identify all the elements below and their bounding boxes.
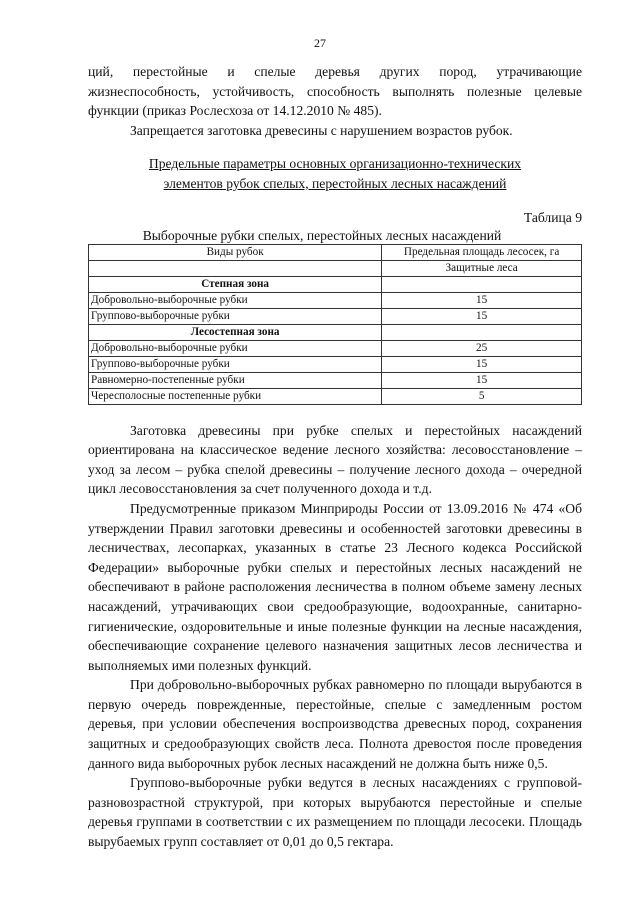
table-row xyxy=(89,356,582,372)
area-value-cell: 5 xyxy=(382,388,582,404)
table-header-row xyxy=(89,244,582,260)
area-value-cell: 15 xyxy=(382,372,582,388)
page-content xyxy=(88,62,582,852)
zone-row-forest-steppe xyxy=(89,324,582,340)
area-value-cell: 25 xyxy=(382,340,582,356)
zone-empty-cell xyxy=(382,324,582,340)
cutting-type-cell: Чересполосные постепенные рубки xyxy=(89,388,382,404)
table-caption: Выборочные рубки спелых, перестойных лесных насаждений xyxy=(142,227,502,243)
prohibition-paragraph: Запрещается заготовка древесины с нарушением возрастов рубок. xyxy=(130,122,513,138)
page-number: 27 xyxy=(314,36,326,50)
section-heading-line-1: Предельные параметры основных организационно-технических xyxy=(148,156,522,172)
body-paragraph-3: При добровольно-выборочных рубках равномерно по площади вырубаются в первую очередь поврежденные, перестойные, спелые с замедленным ростом деревья, при условии обеспечения воспроизводства древесных пород, сохранения защитных и средообразующих свойств леса. Полнота древостоя после проведения данного вида выборочных рубок лесных насаждений не должна быть ниже 0,5. xyxy=(88,677,582,771)
cutting-type-cell: Группово-выборочные рубки xyxy=(89,356,382,372)
header-max-area: Предельная площадь лесосек, га xyxy=(382,244,582,260)
cutting-type-cell: Равномерно-постепенные рубки xyxy=(89,372,382,388)
cutting-type-cell: Группово-выборочные рубки xyxy=(89,308,382,324)
area-value-cell: 15 xyxy=(382,308,582,324)
table-row xyxy=(89,388,582,404)
header-cutting-types: Виды рубок xyxy=(89,244,382,260)
section-heading xyxy=(88,154,582,193)
subheader-protective-forests: Защитные леса xyxy=(382,260,582,276)
table-row xyxy=(89,292,582,308)
cutting-parameters-table xyxy=(88,244,582,405)
section-heading-line-2: элементов рубок спелых, перестойных лесных насаждений xyxy=(163,175,507,191)
table-row xyxy=(89,308,582,324)
zone-row-steppe xyxy=(89,276,582,292)
area-value-cell: 15 xyxy=(382,292,582,308)
table-label: Таблица 9 xyxy=(523,209,582,225)
zone-name: Степная зона xyxy=(89,276,382,292)
subheader-empty-cell xyxy=(89,260,382,276)
cutting-type-cell: Добровольно-выборочные рубки xyxy=(89,340,382,356)
table-row xyxy=(89,372,582,388)
intro-paragraph: ций, перестойные и спелые деревья других пород, утрачивающие жизнеспособность, устойчивость, способность выполнять полезные целевые функции (приказ Рослесхоза от 14.12.2010 № 485). xyxy=(88,64,582,119)
body-paragraph-4: Группово-выборочные рубки ведутся в лесных насаждениях с групповой-разновозрастной структурой, при которых вырубаются перестойные и спелые деревья группами в соответствии с их размещением по площади лесосеки. Площадь вырубаемых групп составляет от 0,01 до 0,5 гектара. xyxy=(88,775,582,850)
body-paragraph-1: Заготовка древесины при рубке спелых и перестойных насаждений ориентирована на классическое ведение лесного хозяйства: лесовосстановление – уход за лесом – рубка спелой древесины – получение лесного дохода – очередной цикл лесовосстановления за счет полученного дохода и т.д. xyxy=(88,422,582,497)
table-subheader-row xyxy=(89,260,582,276)
cutting-type-cell: Добровольно-выборочные рубки xyxy=(89,292,382,308)
zone-name: Лесостепная зона xyxy=(89,324,382,340)
zone-empty-cell xyxy=(382,276,582,292)
area-value-cell: 15 xyxy=(382,356,582,372)
body-paragraph-2: Предусмотренные приказом Минприроды России от 13.09.2016 № 474 «Об утверждении Правил заготовки древесины и особенностей заготовки древесины в лесничествах, лесопарках, указанных в статье 23 Лесного кодекса Российской Федерации» выборочные рубки спелых и перестойных лесных насаждений не обеспечивают в районе расположения лесничества в полном объеме замену лесных насаждений, утрачивающих свои средообразующие, водоохранные, санитарно-гигиенические, оздоровительные и иные полезные функции на лесные насаждения, обеспечивающие сохранение целевого назначения защитных лесов лесничества и выполняемых ими полезных функций. xyxy=(88,500,582,673)
table-row xyxy=(89,340,582,356)
